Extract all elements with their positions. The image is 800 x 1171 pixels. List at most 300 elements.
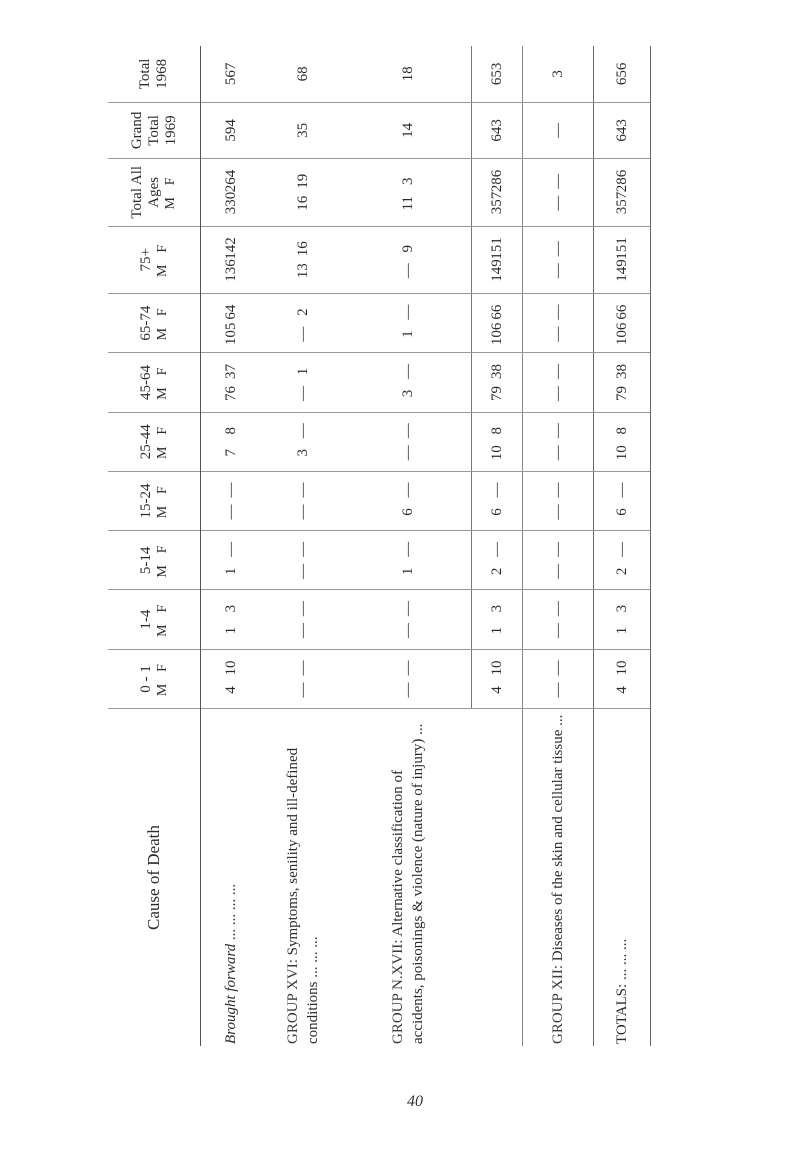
mf-pair <box>400 657 416 701</box>
male-count: — <box>399 445 416 461</box>
age-group-cell <box>201 353 262 412</box>
female-count: 3 <box>488 604 505 613</box>
age-group-cell <box>472 649 523 708</box>
female-count: — <box>549 541 566 557</box>
sex-labels <box>155 229 171 291</box>
mf-pair <box>489 420 505 464</box>
male-count: — <box>549 623 566 639</box>
total-1968-cell: 656 <box>594 46 651 102</box>
mf-pair <box>400 360 416 404</box>
male-count: 357 <box>488 191 505 215</box>
male-count: 106 <box>488 322 505 346</box>
mf-pair <box>550 479 566 523</box>
table-row <box>345 46 472 1046</box>
age-group-cell <box>345 159 472 226</box>
age-group-cell <box>201 159 262 226</box>
female-count: 8 <box>613 427 630 435</box>
total-1968-cell: 567 <box>222 62 239 86</box>
female-count: — <box>399 304 416 320</box>
male-count: 2 <box>488 567 505 576</box>
age-group-cell <box>472 159 523 226</box>
female-count: 10 <box>613 660 630 676</box>
female-count: 16 <box>294 241 311 257</box>
sex-labels <box>155 652 171 706</box>
male-label: M <box>154 264 170 277</box>
female-count: 66 <box>613 304 630 320</box>
male-count: 79 <box>613 385 630 401</box>
total-1968-cell: 3 <box>523 46 594 102</box>
male-count: — <box>294 385 311 401</box>
mf-pair <box>295 301 311 345</box>
mf-pair <box>614 360 630 404</box>
female-count: 64 <box>222 304 239 320</box>
group-label: GROUP N.XVII: <box>390 939 407 1044</box>
male-count: 149 <box>488 259 505 282</box>
age-group-cell <box>472 226 523 293</box>
age-group-cell <box>472 412 523 471</box>
male-count: 1 <box>399 330 416 338</box>
female-count: 37 <box>222 363 239 379</box>
age-group-cell <box>345 590 472 649</box>
male-count: — <box>549 563 566 579</box>
age-group-cell <box>261 294 345 353</box>
age-group-cell <box>594 159 651 226</box>
female-count: 151 <box>488 237 505 260</box>
male-count: — <box>294 563 311 579</box>
male-label: M <box>154 683 170 697</box>
mf-pair <box>489 301 505 345</box>
mf-pair <box>295 170 311 214</box>
male-count: — <box>549 504 566 520</box>
grand-total-1969-cell: 643 <box>594 102 651 158</box>
mf-pair <box>550 420 566 464</box>
mf-pair <box>223 360 239 404</box>
sex-labels <box>155 296 171 350</box>
age-group-cell <box>201 531 262 590</box>
cause-of-death-header: Cause of Death <box>108 709 201 1046</box>
mf-pair <box>489 479 505 523</box>
male-label: M <box>154 327 170 341</box>
female-count: — <box>399 482 416 498</box>
male-count: 6 <box>613 508 630 516</box>
mf-pair <box>295 538 311 582</box>
male-count: 1 <box>222 626 239 635</box>
female-count: — <box>549 601 566 617</box>
mf-pair <box>223 479 239 523</box>
age-label: 45-64 <box>137 364 154 400</box>
male-count: 330 <box>222 191 239 215</box>
female-count: — <box>613 482 630 498</box>
male-count: 10 <box>488 445 505 461</box>
male-count: — <box>549 445 566 461</box>
mf-pair <box>400 420 416 464</box>
male-count: — <box>294 326 311 342</box>
female-count: 19 <box>294 173 311 189</box>
mf-pair <box>550 657 566 701</box>
table-body <box>201 46 651 1046</box>
female-count: — <box>294 423 311 439</box>
male-count: 7 <box>222 449 239 457</box>
age-label: 5-14 <box>137 546 154 575</box>
total-1968-header: Total 1968 <box>108 46 201 102</box>
female-count: — <box>222 482 239 498</box>
cause-text: TOTALS: <box>614 983 630 1044</box>
male-count: 6 <box>488 508 505 516</box>
mf-pair <box>400 238 416 282</box>
table-row <box>594 46 651 1046</box>
group-label: GROUP XVI: <box>285 959 301 1044</box>
female-count: — <box>222 541 239 557</box>
female-count: — <box>549 363 566 379</box>
mf-pair <box>614 170 630 214</box>
age-group-cell <box>523 590 594 649</box>
female-count: — <box>399 423 416 439</box>
mf-pair <box>489 238 505 282</box>
age-group-cell <box>594 531 651 590</box>
male-count: 11 <box>399 196 416 211</box>
age-group-cell <box>472 471 523 530</box>
female-label: F <box>154 426 170 435</box>
female-count: 1 <box>294 367 311 376</box>
cause-text: ... ... ... ... <box>223 883 239 944</box>
male-label: M <box>154 505 170 519</box>
sex-labels <box>155 355 171 409</box>
age-group-cell <box>523 294 594 353</box>
male-count: — <box>549 263 566 279</box>
mf-pair <box>550 238 566 282</box>
male-count: 1 <box>222 567 239 576</box>
cause-cell <box>523 709 594 1046</box>
female-count: — <box>399 363 416 379</box>
male-count: — <box>222 504 239 520</box>
cause-cell <box>201 709 262 1046</box>
grand-total-1969-cell: 14 <box>345 102 472 158</box>
mf-pair <box>400 170 416 214</box>
mf-pair <box>489 360 505 404</box>
mf-pair <box>295 657 311 701</box>
mf-pair <box>295 238 311 282</box>
age-group-cell <box>594 649 651 708</box>
age-label: 25-44 <box>137 424 154 460</box>
female-count: 8 <box>222 427 239 435</box>
female-count: — <box>399 601 416 617</box>
mf-pair <box>550 170 566 214</box>
age-label: 75+ <box>137 248 154 272</box>
mf-pair <box>223 301 239 345</box>
cause-cell <box>472 709 523 1046</box>
male-count: 149 <box>613 259 630 282</box>
mf-pair <box>295 420 311 464</box>
age-group-cell <box>594 412 651 471</box>
age-header-1-4 <box>108 590 201 649</box>
age-header-65-74 <box>108 294 201 353</box>
sex-labels <box>155 592 171 646</box>
female-count: 3 <box>222 604 239 613</box>
sex-labels <box>155 533 171 587</box>
female-count: 3 <box>613 604 630 613</box>
male-count: — <box>549 385 566 401</box>
age-group-cell <box>201 226 262 293</box>
age-group-cell <box>201 412 262 471</box>
age-group-cell <box>594 471 651 530</box>
mf-pair <box>614 479 630 523</box>
mf-pair <box>295 598 311 642</box>
total-1968-cell: 653 <box>472 46 523 102</box>
male-count: — <box>549 195 566 211</box>
age-group-cell <box>261 531 345 590</box>
mf-pair <box>400 598 416 642</box>
age-group-cell <box>594 590 651 649</box>
age-header-total-all-ages <box>108 159 201 226</box>
female-count: 10 <box>222 660 239 676</box>
mf-pair <box>400 479 416 523</box>
age-group-cell <box>523 412 594 471</box>
mf-pair <box>614 301 630 345</box>
sex-labels <box>163 161 179 223</box>
male-count: 79 <box>488 385 505 401</box>
male-count: 3 <box>294 449 311 457</box>
mf-pair <box>614 420 630 464</box>
female-count: — <box>294 541 311 557</box>
female-count: — <box>549 304 566 320</box>
causes-of-death-table <box>108 46 651 1046</box>
mf-pair <box>550 598 566 642</box>
cause-text: Symptoms, senility and ill-defined conditions ... ... ... <box>285 747 321 1044</box>
mf-pair <box>614 598 630 642</box>
male-count: 4 <box>613 686 630 694</box>
table-row <box>523 46 594 1046</box>
male-count: — <box>294 682 311 698</box>
total-1968-cell: 18 <box>399 66 416 82</box>
mf-pair <box>489 170 505 214</box>
male-count: — <box>399 263 416 279</box>
male-count: 16 <box>294 195 311 211</box>
female-label: F <box>154 486 170 494</box>
age-group-cell <box>472 353 523 412</box>
total-1968-cell: 68 <box>294 66 311 82</box>
grand-total-1969-cell: 643 <box>472 102 523 158</box>
male-count: — <box>549 326 566 342</box>
male-label: M <box>154 565 170 578</box>
female-count: 286 <box>613 169 630 193</box>
male-count: 1 <box>613 626 630 635</box>
grand-total-1969-cell: 594 <box>201 102 262 158</box>
age-group-cell <box>261 412 345 471</box>
male-count: 3 <box>399 389 416 398</box>
group-label: GROUP XII: <box>550 964 566 1044</box>
age-group-cell <box>201 471 262 530</box>
female-count: 10 <box>488 660 505 676</box>
female-count: 3 <box>399 177 416 186</box>
age-group-cell <box>261 649 345 708</box>
cause-dots: ... ... ... <box>614 938 630 984</box>
sex-labels <box>155 415 171 469</box>
female-count: 8 <box>488 427 505 435</box>
age-group-cell <box>261 226 345 293</box>
mf-pair <box>614 538 630 582</box>
mf-pair <box>223 420 239 464</box>
age-header-45-64 <box>108 353 201 412</box>
age-group-cell <box>523 353 594 412</box>
age-group-cell <box>345 531 472 590</box>
male-label: M <box>154 387 170 400</box>
age-group-cell <box>345 353 472 412</box>
mf-pair <box>223 598 239 642</box>
female-count: — <box>399 541 416 557</box>
female-count: 9 <box>399 245 416 253</box>
age-group-cell <box>594 294 651 353</box>
female-count: 142 <box>222 237 239 260</box>
female-count: — <box>549 482 566 498</box>
male-count: 13 <box>294 263 311 279</box>
male-label: M <box>154 624 170 637</box>
female-count: — <box>488 482 505 498</box>
age-label: 65-74 <box>137 305 154 341</box>
mf-pair <box>550 301 566 345</box>
mf-pair <box>400 538 416 582</box>
table-row <box>261 46 345 1046</box>
sex-labels <box>155 474 171 528</box>
male-count: 10 <box>613 445 630 461</box>
age-header-5-14 <box>108 531 201 590</box>
male-count: 2 <box>613 567 630 576</box>
age-group-cell <box>261 353 345 412</box>
table-row <box>472 46 523 1046</box>
mf-pair <box>400 301 416 345</box>
age-header-0-1 <box>108 649 201 708</box>
mf-pair <box>550 360 566 404</box>
female-count: 38 <box>613 363 630 379</box>
cause-cell <box>594 709 651 1046</box>
age-group-cell <box>345 471 472 530</box>
male-count: 4 <box>222 686 239 694</box>
male-count: 76 <box>222 385 239 401</box>
female-count: — <box>549 173 566 189</box>
female-label: F <box>154 664 170 672</box>
mf-pair <box>223 238 239 282</box>
female-label: F <box>154 308 170 317</box>
age-group-cell <box>523 531 594 590</box>
female-count: 286 <box>488 169 505 193</box>
mf-pair <box>489 538 505 582</box>
male-count: — <box>294 623 311 639</box>
female-label: F <box>154 604 170 613</box>
female-count: — <box>294 482 311 498</box>
female-label: F <box>154 244 170 253</box>
age-header-75-plus <box>108 226 201 293</box>
age-group-cell <box>201 649 262 708</box>
age-group-cell <box>523 471 594 530</box>
female-count: — <box>399 660 416 676</box>
female-label: F <box>163 177 178 186</box>
age-group-cell <box>594 226 651 293</box>
female-count: — <box>549 423 566 439</box>
age-group-cell <box>594 353 651 412</box>
brought-forward-label: Brought forward <box>223 943 239 1044</box>
mf-pair <box>489 657 505 701</box>
age-header-25-44 <box>108 412 201 471</box>
male-label: M <box>163 197 178 210</box>
age-group-cell <box>261 590 345 649</box>
female-count: — <box>549 660 566 676</box>
female-label: F <box>154 367 170 376</box>
age-header-15-24 <box>108 471 201 530</box>
cause-text: Diseases of the skin and cellular tissue ... <box>550 714 566 962</box>
male-count: 105 <box>222 322 239 346</box>
age-group-cell <box>345 294 472 353</box>
mf-pair <box>223 538 239 582</box>
age-label: 1-4 <box>137 609 154 630</box>
female-label: F <box>154 545 170 554</box>
male-count: 4 <box>488 686 505 694</box>
male-label: M <box>154 446 170 459</box>
female-count: 2 <box>294 308 311 316</box>
female-count: — <box>488 541 505 557</box>
age-group-cell <box>345 412 472 471</box>
age-group-cell <box>261 471 345 530</box>
cause-cell <box>345 709 472 1046</box>
mf-pair <box>550 538 566 582</box>
mf-pair <box>295 360 311 404</box>
age-group-cell <box>201 590 262 649</box>
age-group-cell <box>472 294 523 353</box>
mf-pair <box>614 238 630 282</box>
table-row <box>201 46 262 1046</box>
age-label: 15-24 <box>137 483 154 519</box>
age-label: 0 - 1 <box>137 665 154 693</box>
age-group-cell <box>472 531 523 590</box>
male-count: 357 <box>613 191 630 215</box>
age-group-cell <box>523 159 594 226</box>
grand-total-1969-header: Grand Total 1969 <box>108 102 201 158</box>
mortality-table-wrap <box>108 46 708 1046</box>
age-group-cell <box>261 159 345 226</box>
mf-pair <box>489 598 505 642</box>
age-label: Total All Ages <box>129 165 162 219</box>
male-count: — <box>399 623 416 639</box>
mf-pair <box>295 479 311 523</box>
age-group-cell <box>345 226 472 293</box>
age-group-cell <box>345 649 472 708</box>
female-count: — <box>613 541 630 557</box>
page-number: 40 <box>407 1093 423 1110</box>
mf-pair <box>614 657 630 701</box>
age-group-cell <box>523 226 594 293</box>
female-count: 264 <box>222 169 239 193</box>
male-count: — <box>294 504 311 520</box>
age-group-cell <box>523 649 594 708</box>
male-count: 106 <box>613 322 630 346</box>
male-count: 1 <box>399 567 416 576</box>
male-count: — <box>549 682 566 698</box>
female-count: 38 <box>488 363 505 379</box>
male-count: 136 <box>222 259 239 282</box>
male-count: — <box>399 682 416 698</box>
age-group-cell <box>472 590 523 649</box>
mf-pair <box>223 170 239 214</box>
grand-total-1969-cell: — <box>523 102 594 158</box>
age-group-cell <box>201 294 262 353</box>
male-count: 1 <box>488 626 505 635</box>
female-count: — <box>294 601 311 617</box>
grand-total-1969-cell: 35 <box>261 102 345 158</box>
cause-text: Alternative classification of accidents, poisonings & violence (nature of injury) ... <box>390 723 427 1044</box>
male-count: 6 <box>399 508 416 516</box>
mf-pair <box>223 657 239 701</box>
cause-cell <box>261 709 345 1046</box>
female-count: — <box>294 660 311 676</box>
female-count: 151 <box>613 237 630 260</box>
